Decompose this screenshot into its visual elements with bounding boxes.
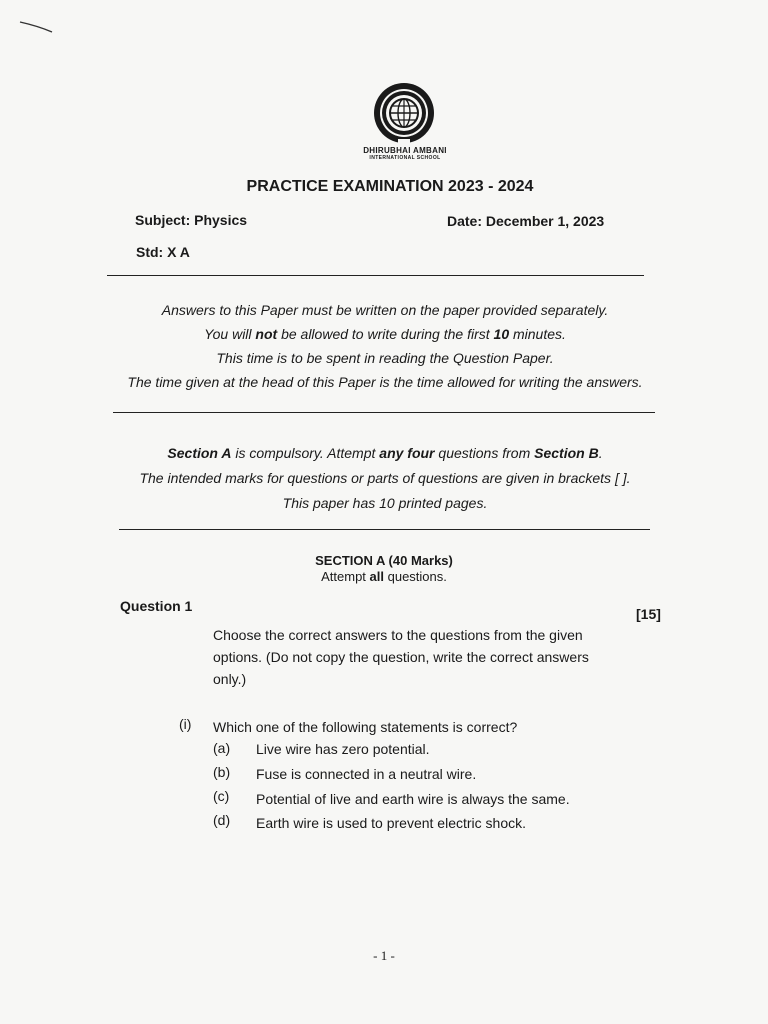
divider-2 [113, 412, 655, 413]
option-c-label: (c) [213, 788, 230, 804]
instruction-line: options. (Do not copy the question, write the correct answers [213, 649, 589, 665]
subquestion-number: (i) [179, 716, 192, 732]
exam-date: Date: December 1, 2023 [447, 213, 605, 229]
option-b-label: (b) [213, 764, 231, 780]
option-a-text: Live wire has zero potential. [256, 741, 430, 757]
page-number: - 1 - [373, 948, 395, 963]
school-name-line1: DHIRUBHAI AMBANI [363, 146, 447, 155]
subject-label: Subject: Physics [135, 212, 248, 228]
instruction-line: The time given at the head of this Paper is the time allowed for writing the answers. [127, 374, 643, 390]
instruction-line: Answers to this Paper must be written on the paper provided separately. [161, 302, 609, 318]
instructions-block [80, 298, 690, 394]
option-a-label: (a) [213, 740, 231, 756]
question-1-label: Question 1 [120, 598, 193, 614]
section-instructions-block [80, 441, 690, 516]
exam-title: PRACTICE EXAMINATION 2023 - 2024 [246, 178, 534, 195]
instruction-line: This time is to be spent in reading the Question Paper. [216, 350, 554, 366]
section-a-title: SECTION A (40 Marks) [315, 553, 453, 568]
standard-label: Std: X A [136, 244, 190, 260]
school-logo-emblem [369, 80, 439, 146]
instruction-line: The intended marks for questions or parts of questions are given in brackets [ ]. [139, 470, 631, 486]
question-1-marks: [15] [636, 606, 661, 622]
divider-3 [119, 529, 650, 530]
option-b-text: Fuse is connected in a neutral wire. [256, 766, 477, 782]
instruction-line: Choose the correct answers to the questions from the given [213, 627, 583, 643]
pen-mark [18, 18, 58, 38]
option-d-label: (d) [213, 812, 231, 828]
option-c-text: Potential of live and earth wire is always the same. [256, 791, 570, 807]
subquestion-text: Which one of the following statements is correct? [213, 719, 518, 735]
school-name-line2: INTERNATIONAL SCHOOL [369, 155, 441, 161]
divider-1 [107, 275, 644, 276]
question-1-instructions [213, 624, 589, 690]
instruction-line: only.) [213, 671, 247, 687]
instruction-line: Section A is compulsory. Attempt any four questions from Section B. [167, 445, 603, 461]
section-a-subtitle: Attempt all questions. [321, 569, 447, 584]
instruction-line: This paper has 10 printed pages. [282, 495, 488, 511]
instruction-line: You will not be allowed to write during the first 10 minutes. [204, 326, 566, 342]
option-d-text: Earth wire is used to prevent electric shock. [256, 815, 527, 831]
